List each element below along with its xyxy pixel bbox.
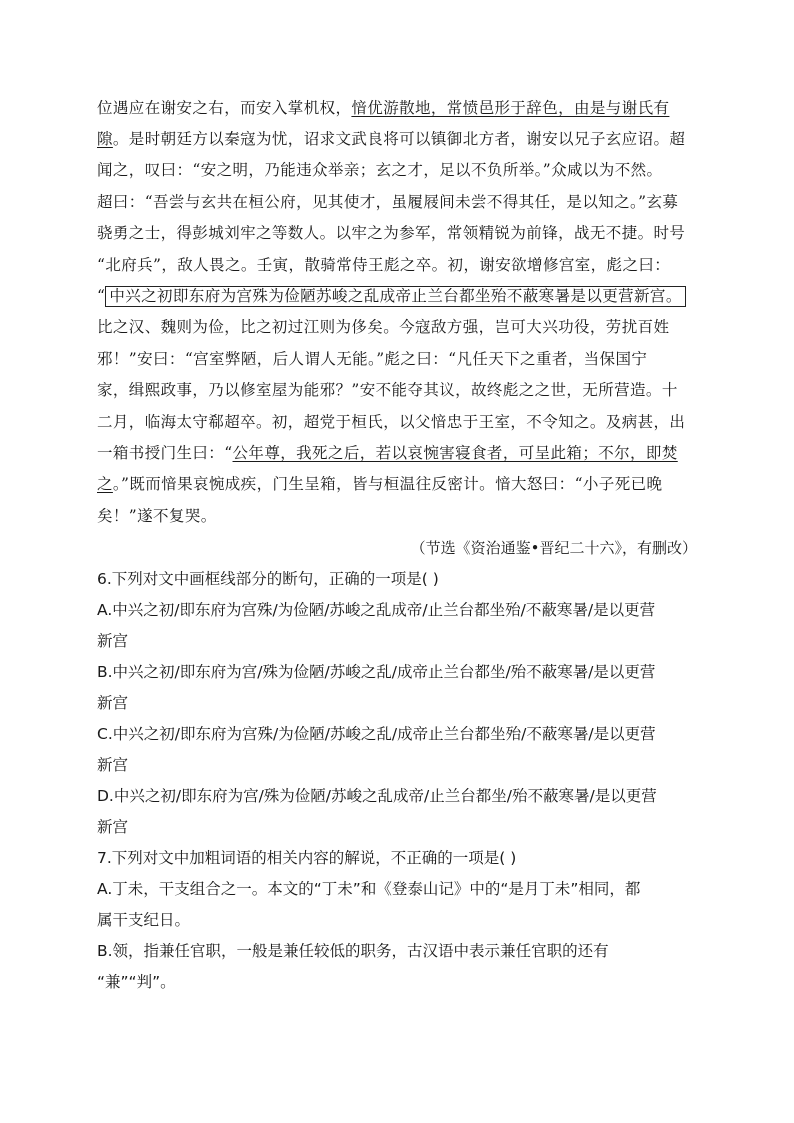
- underlined-text: 隙: [97, 130, 113, 148]
- underlined-text: 愔优游散地，常愤邑形于辞色，由是与谢氏有: [351, 99, 670, 117]
- passage-line-5: 骁勇之士，得彭城刘牢之等数人。以牢之为参军，常领精锐为前锋，战无不捷。时号: [97, 224, 686, 242]
- q7-option-b-cont: “兼”“判”。: [97, 973, 176, 991]
- framed-sentence: 中兴之初即东府为宫殊为俭陋苏峻之乱成帝止兰台都坐殆不蔽寒暑是以更营新宫。: [105, 286, 685, 307]
- underlined-text: 公年尊，我死之后，若以哀惋害寝食者，可呈此箱；不尔，即焚: [232, 444, 678, 462]
- q7-option-a: A.丁未，干支组合之一。本文的“丁未”和《登泰山记》中的“是月丁未”相同，都: [97, 880, 641, 898]
- q6-option-d-cont: 新宫: [97, 818, 129, 836]
- question-7-stem: 7.下列对文中加粗词语的相关内容的解说，不正确的一项是( ): [97, 849, 517, 867]
- passage-line-4: 超曰：“吾尝与玄共在桓公府，见其使才，虽履屐间未尝不得其任，是以知之。”玄募: [97, 193, 679, 211]
- q6-option-a: A.中兴之初/即东府为宫殊/为俭陋/苏峻之乱成帝/止兰台都坐殆/不蔽寒暑/是以更营: [97, 601, 656, 619]
- q7-option-b: B.领，指兼任官职，一般是兼任较低的职务，古汉语中表示兼任官职的还有: [97, 942, 609, 960]
- q7-option-a-cont: 属干支纪日。: [97, 911, 191, 929]
- q6-option-d: D.中兴之初/即东府为宫/殊为俭陋/苏峻之乱成帝/止兰台都坐/殆不蔽寒暑/是以更营: [97, 787, 657, 805]
- passage-line-11: 二月，临海太守郗超卒。初，超党于桓氏，以父愔忠于王室，不令知之。及病甚，出: [97, 413, 686, 431]
- passage-line-8: 比之汉、魏则为俭，比之初过江则为侈矣。今寇敌方强，岂可大兴功役，劳扰百姓: [97, 318, 670, 336]
- passage-line-2: 隙。是时朝廷方以秦寇为忧，诏求文武良将可以镇御北方者，谢安以兄子玄应诏。超: [97, 130, 686, 148]
- q6-option-c: C.中兴之初/即东府为宫殊/为俭陋/苏峻之乱/成帝止兰台都坐殆/不蔽寒暑/是以更营: [97, 725, 656, 743]
- passage-line-1: 位遇应在谢安之右，而安入掌机权，愔优游散地，常愤邑形于辞色，由是与谢氏有: [97, 99, 670, 117]
- passage-line-7: “ 中兴之初即东府为宫殊为俭陋苏峻之乱成帝止兰台都坐殆不蔽寒暑是以更营新宫。: [97, 286, 686, 306]
- underlined-text: 之: [97, 475, 113, 493]
- passage-line-9: 邪！”安曰：“宫室弊陋，后人谓人无能。”彪之曰：“凡任天下之重者，当保国宁: [97, 350, 648, 368]
- passage-line-13: 之。”既而愔果哀惋成疾，门生呈箱，皆与桓温往反密计。愔大怒曰：“小子死已晚: [97, 475, 663, 493]
- q6-option-a-cont: 新宫: [97, 632, 129, 650]
- passage-line-12: 一箱书授门生曰：“公年尊，我死之后，若以哀惋害寝食者，可呈此箱；不尔，即焚: [97, 444, 678, 462]
- q6-option-b: B.中兴之初/即东府为宫/殊为俭陋/苏峻之乱/成帝止兰台都坐/殆不蔽寒暑/是以更营: [97, 663, 656, 681]
- passage-line-14: 矣！”遂不复哭。: [97, 507, 217, 525]
- q6-option-c-cont: 新宫: [97, 756, 129, 774]
- passage-line-3: 闻之，叹曰：“安之明，乃能违众举亲；玄之才，足以不负所举。”众咸以为不然。: [97, 161, 663, 179]
- passage-line-10: 家，缉熙政事，乃以修室屋为能邪？”安不能夺其议，故终彪之之世，无所营造。十: [97, 381, 678, 399]
- q6-option-b-cont: 新宫: [97, 694, 129, 712]
- source-citation: （节选《资治通鉴•晋纪二十六》，有删改）: [410, 539, 697, 557]
- question-6-stem: 6.下列对文中画框线部分的断句，正确的一项是( ): [97, 570, 439, 588]
- passage-line-6: “北府兵”，敌人畏之。壬寅，散骑常侍王彪之卒。初，谢安欲增修宫室，彪之曰：: [97, 256, 671, 274]
